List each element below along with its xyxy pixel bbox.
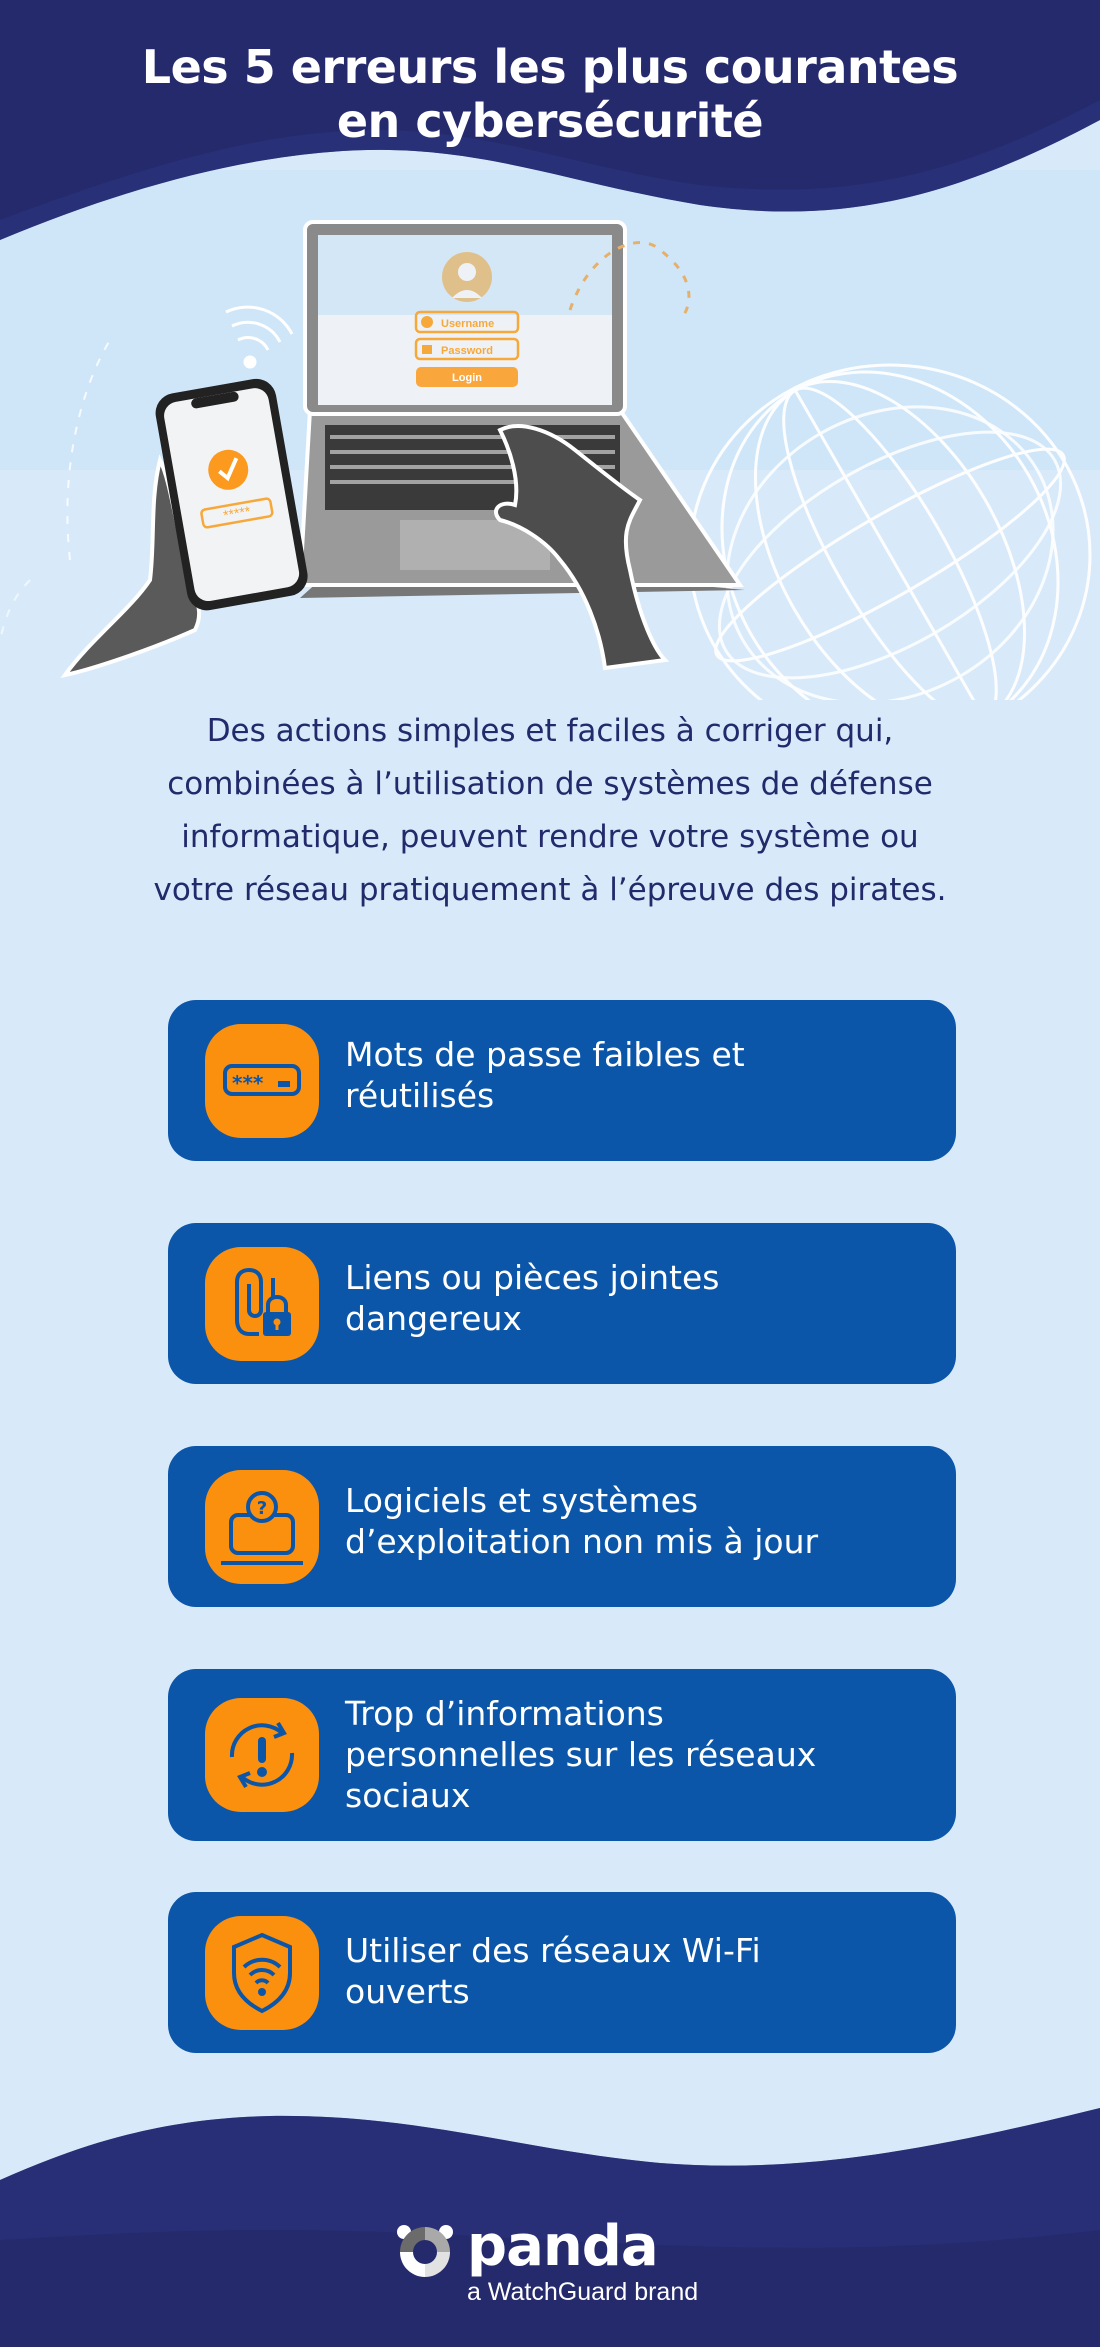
- intro-line-4: votre réseau pratiquement à l’épreuve des pirates.: [153, 872, 947, 908]
- label-line-1: Liens ou pièces jointes: [345, 1258, 720, 1297]
- intro-line-1: Des actions simples et faciles à corriger qui,: [206, 713, 894, 749]
- label-line-2: personnelles sur les réseaux: [345, 1735, 817, 1774]
- laptop-question-icon: [205, 1470, 319, 1584]
- laptop-illustration: [300, 222, 745, 598]
- mistake-label: [345, 1693, 816, 1816]
- password-field-label: Password: [441, 345, 493, 357]
- mistake-label: [345, 1257, 719, 1339]
- label-line-1: Logiciels et systèmes: [345, 1481, 699, 1520]
- label-line-1: Trop d’informations: [345, 1694, 664, 1733]
- label-line-1: Mots de passe faibles et: [345, 1035, 745, 1074]
- mistake-card-oversharing: [168, 1669, 956, 1841]
- mistake-label: [345, 1480, 818, 1562]
- wifi-signal-icon: [226, 307, 292, 367]
- label-line-2: réutilisés: [345, 1076, 495, 1115]
- mistake-label: [345, 1930, 761, 2012]
- mistake-card-weak-passwords: [168, 1000, 956, 1161]
- svg-text:?: ?: [256, 1498, 268, 1519]
- globe-icon: [656, 310, 1100, 700]
- brand-tagline: a WatchGuard brand: [467, 2278, 699, 2306]
- username-field-label: Username: [441, 318, 495, 330]
- password-field-icon: [205, 1024, 319, 1138]
- title-line-1: Les 5 erreurs les plus courantes: [141, 40, 959, 94]
- svg-text:***: ***: [232, 1071, 264, 1095]
- login-button-label: Login: [452, 372, 482, 384]
- refresh-alert-icon: [205, 1698, 319, 1812]
- phone-password-mask: *****: [222, 502, 252, 524]
- mistake-card-dangerous-links: [168, 1223, 956, 1384]
- paperclip-lock-icon: [205, 1247, 319, 1361]
- mistake-card-outdated-software: [168, 1446, 956, 1607]
- mistake-card-open-wifi: [168, 1892, 956, 2053]
- intro-paragraph: [60, 705, 1040, 917]
- title-line-2: en cybersécurité: [336, 94, 764, 148]
- intro-line-2: combinées à l’utilisation de systèmes de défense: [167, 766, 933, 802]
- panda-logo: [395, 2214, 725, 2322]
- label-line-1: Utiliser des réseaux Wi-Fi: [345, 1931, 761, 1970]
- intro-line-3: informatique, peuvent rendre votre système ou: [181, 819, 919, 855]
- page-title: [0, 40, 1100, 148]
- hero-illustration: [0, 200, 1100, 700]
- label-line-2: ouverts: [345, 1972, 470, 2011]
- panda-head-icon: [395, 2222, 455, 2282]
- label-line-2: dangereux: [345, 1299, 522, 1338]
- mistake-label: [345, 1034, 745, 1116]
- label-line-3: sociaux: [345, 1776, 471, 1815]
- brand-name: panda: [467, 2214, 658, 2279]
- label-line-2: d’exploitation non mis à jour: [345, 1522, 819, 1561]
- shield-wifi-icon: [205, 1916, 319, 2030]
